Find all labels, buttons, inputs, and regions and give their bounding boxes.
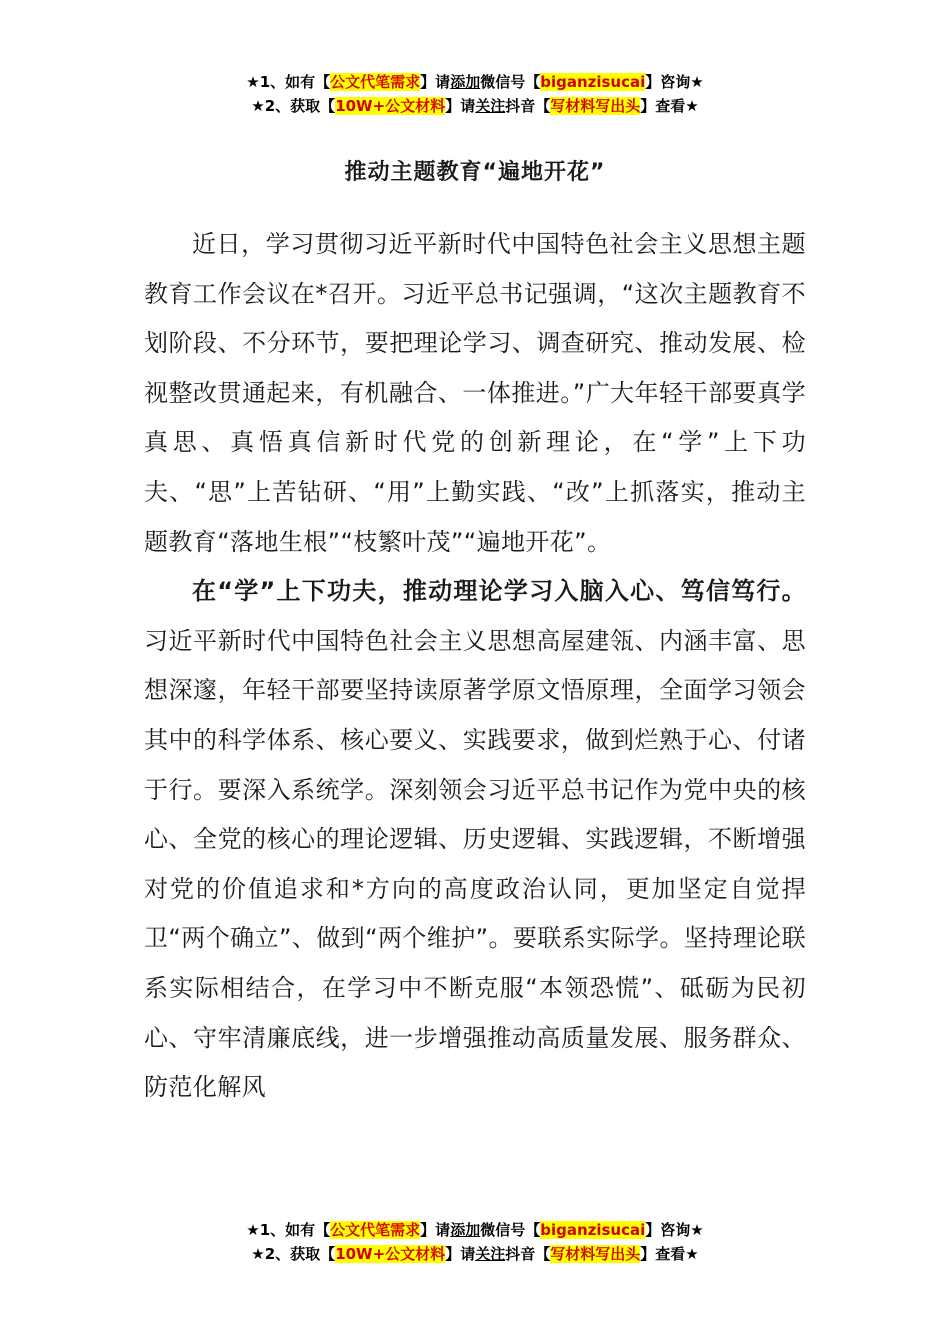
document-body (144, 220, 806, 1113)
banner-underlined-text: 添加 (450, 1221, 481, 1239)
banner-text: ★2、获取【 (251, 1245, 336, 1263)
banner-text: 抖音【 (505, 1245, 551, 1263)
banner-line-2 (0, 94, 950, 118)
banner-line-2 (0, 1242, 950, 1266)
banner-text: ★2、获取【 (251, 97, 336, 115)
paragraph-2-body: 习近平新时代中国特色社会主义思想高屋建瓴、内涵丰富、思想深邃，年轻干部要坚持读原著学原文悟原理，全面学习领会其中的科学体系、核心要义、实践要求，做到烂熟于心、付诸于行。要深入系统学。深刻领会习近平总书记作为党中央的核心、全党的核心的理论逻辑、历史逻辑、实践逻辑，不断增强对党的价值追求和*方向的高度政治认同，更加坚定自觉捍卫“两个确立”、做到“两个维护”。要联系实际学。坚持理论联系实际相结合，在学习中不断克服“本领恐慌”、砥砺为民初心、守牢清廉底线，进一步增强推动高质量发展、服务群众、防范化解风 (144, 626, 806, 1102)
banner-text: 】请 (420, 73, 451, 91)
banner-highlight: 10W+公文材料 (335, 97, 446, 115)
banner-highlight: biganzisucai (540, 1221, 646, 1239)
paragraph-2-lead: 在“学”上下功夫，推动理论学习入脑入心、笃信笃行。 (192, 577, 806, 606)
footer-banner (0, 1218, 950, 1266)
banner-highlight: biganzisucai (540, 73, 646, 91)
banner-text: ★1、如有【 (246, 73, 331, 91)
banner-line-1 (0, 70, 950, 94)
banner-text: 】咨询★ (645, 1221, 704, 1239)
banner-text: 微信号【 (480, 1221, 541, 1239)
banner-highlight: 写材料写出头 (550, 97, 641, 115)
banner-highlight: 公文代笔需求 (330, 1221, 421, 1239)
header-banner (0, 70, 950, 118)
banner-underlined-text: 关注 (475, 97, 506, 115)
banner-underlined-text: 关注 (475, 1245, 506, 1263)
banner-text: 微信号【 (480, 73, 541, 91)
banner-text: 】查看★ (640, 1245, 699, 1263)
banner-underlined-text: 添加 (450, 73, 481, 91)
banner-text: 】咨询★ (645, 73, 704, 91)
banner-text: 】查看★ (640, 97, 699, 115)
banner-text: 抖音【 (505, 97, 551, 115)
banner-highlight: 写材料写出头 (550, 1245, 641, 1263)
banner-line-1 (0, 1218, 950, 1242)
document-title: 推动主题教育“遍地开花” (344, 160, 606, 185)
banner-highlight: 公文代笔需求 (330, 73, 421, 91)
banner-text: 】请 (445, 1245, 476, 1263)
paragraph-2 (144, 567, 806, 1113)
banner-text: 】请 (445, 97, 476, 115)
paragraph-1: 近日，学习贯彻习近平新时代中国特色社会主义思想主题教育工作会议在*召开。习近平总书记强调，“这次主题教育不划阶段、不分环节，要把理论学习、调查研究、推动发展、检视整改贯通起来，有机融合、一体推进。”广大年轻干部要真学真思、真悟真信新时代党的创新理论，在“学”上下功夫、“思”上苦钻研、“用”上勤实践、“改”上抓落实，推动主题教育“落地生根”“枝繁叶茂”“遍地开花”。 (144, 230, 806, 556)
banner-text: 】请 (420, 1221, 451, 1239)
banner-text: ★1、如有【 (246, 1221, 331, 1239)
banner-highlight: 10W+公文材料 (335, 1245, 446, 1263)
